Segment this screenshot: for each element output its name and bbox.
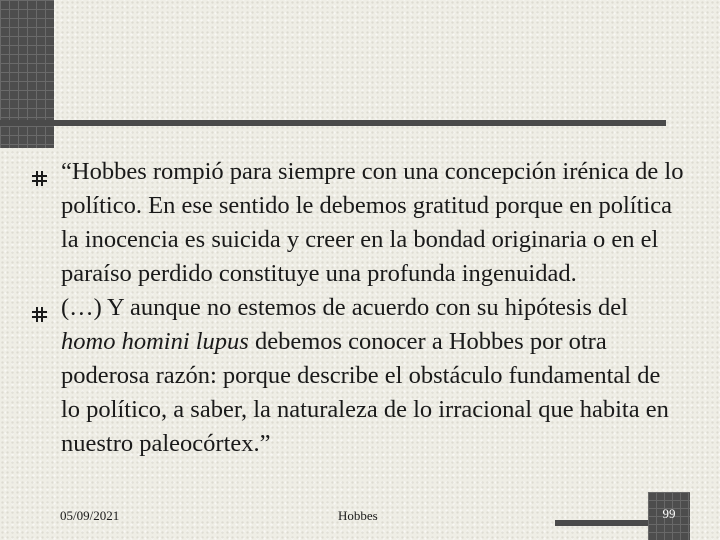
bullet-item — [30, 155, 685, 291]
bullet-text-segment-italic: homo homini lupus — [61, 328, 249, 355]
slide-number: 99 — [662, 506, 676, 521]
decorative-bottom-rule — [555, 520, 649, 526]
hash-bullet-icon — [30, 164, 49, 183]
bullet-text — [61, 155, 685, 291]
footer-date: 05/09/2021 — [60, 508, 120, 523]
bullet-text — [61, 291, 685, 461]
bullet-text-segment: debemos conocer a Hobbes por otra poderosa razón: porque describe el obstáculo fundamental de lo político, a saber, la naturaleza de lo irracional que habita en nuestro paleocórtex.” — [61, 328, 669, 457]
bullet-item — [30, 291, 685, 461]
bullet-list — [30, 155, 685, 461]
decorative-top-rule — [0, 120, 666, 126]
bullet-text-segment: (…) Y aunque no estemos de acuerdo con su hipótesis del — [61, 294, 628, 321]
bullet-text-segment: “Hobbes rompió para siempre con una concepción irénica de lo político. En ese sentido le debemos gratitud porque en política la inocencia es suicida y creer en la bondad originaria o en el paraíso perdido constituye una profunda ingenuidad. — [61, 158, 684, 287]
hash-bullet-icon — [30, 300, 49, 319]
footer-title: Hobbes — [338, 508, 378, 523]
